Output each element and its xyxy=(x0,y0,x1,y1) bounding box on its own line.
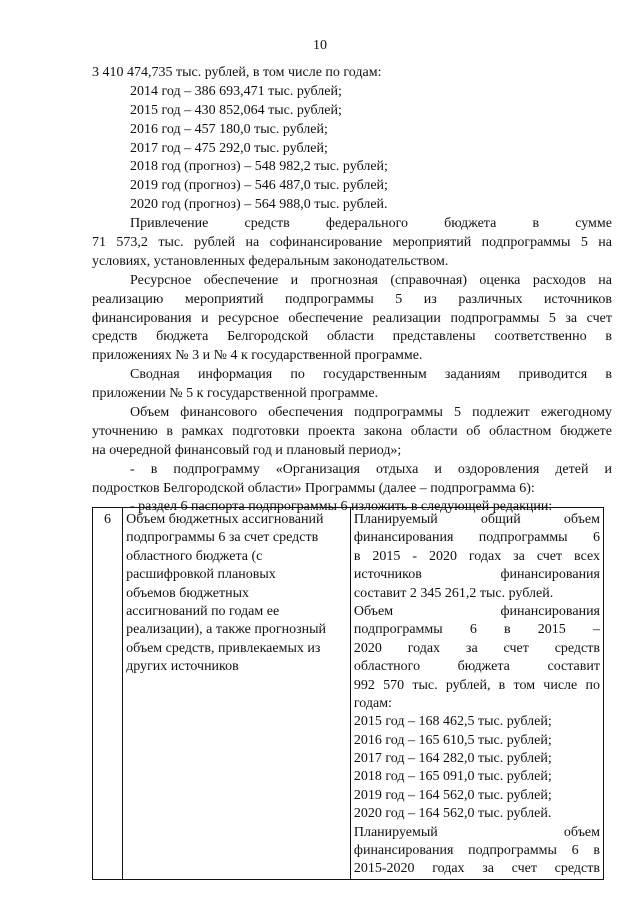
text-line: 2018 год (прогноз) – 548 982,2 тыс. рублей; xyxy=(130,159,388,175)
text-line: - в подпрограмму «Организация отдыха и оздоровления детей и xyxy=(130,461,612,477)
cell-text-line: подпрограммы 6 за счет средств xyxy=(126,530,319,546)
cell-text-line: 2015 год – 168 462,5 тыс. рублей; xyxy=(353,714,552,730)
cell-text-line: областного бюджета (с xyxy=(126,548,263,564)
text-line: подростков Белгородской области» Программы (далее – подпрограмма 6): xyxy=(92,480,535,496)
text-line: приложении № 5 к государственной программе. xyxy=(92,386,379,402)
cell-text-line: 2020 год – 164 562,0 тыс. рублей. xyxy=(353,806,552,822)
cell-text-line: финансирования подпрограммы 6 xyxy=(353,530,600,546)
cell-text-line: реализации), а также прогнозный xyxy=(126,622,327,638)
text-line: реализацию мероприятий подпрограммы 5 из различных источников xyxy=(92,291,612,307)
cell-text-line: других источников xyxy=(126,659,239,675)
cell-text-line: 2015-2020 годах за счет средств xyxy=(353,861,600,877)
text-line: уточнению в рамках подготовки проекта закона области об областном бюджете xyxy=(92,423,612,439)
text-line: Ресурсное обеспечение и прогнозная (справочная) оценка расходов на xyxy=(130,272,612,288)
text-line: 2016 год – 457 180,0 тыс. рублей; xyxy=(130,121,328,137)
table-row xyxy=(93,508,604,880)
cell-text-line: Объем финансирования xyxy=(353,603,600,619)
text-line: Объем финансового обеспечения подпрограммы 5 подлежит ежегодному xyxy=(130,405,612,421)
cell-text-line: 992 570 тыс. рублей, в том числе по xyxy=(353,677,600,693)
cell-text-line: 2016 год – 165 610,5 тыс. рублей; xyxy=(353,732,552,748)
row-number-cell xyxy=(93,508,123,880)
text-line: 2020 год (прогноз) – 564 988,0 тыс. рублей. xyxy=(130,197,388,213)
text-line: на очередной финансовый год и плановый период»; xyxy=(92,442,402,458)
cell-text-line: ассигнований по годам ее xyxy=(126,603,280,619)
cell-text-line: финансирования подпрограммы 6 в xyxy=(353,843,600,859)
cell-text-line: расшифровкой плановых xyxy=(126,567,276,583)
row-content-cell xyxy=(350,508,603,880)
cell-text-line: 2020 годах за счет средств xyxy=(353,640,600,656)
text-line: условиях, установленных федеральным законодательством. xyxy=(92,253,449,269)
text-line: Привлечение средств федерального бюджета в сумме xyxy=(130,216,612,232)
text-line: 2017 год – 475 292,0 тыс. рублей; xyxy=(130,140,328,156)
cell-text-line: подпрограммы 6 в 2015 – xyxy=(353,622,600,638)
text-line: средств бюджета Белгородской области представлены соответственно в xyxy=(92,329,612,345)
cell-text-line: годам: xyxy=(353,695,392,711)
passport-table xyxy=(92,507,604,880)
cell-text-line: объемов бюджетных xyxy=(126,585,249,601)
text-line: 2019 год (прогноз) – 546 487,0 тыс. рублей; xyxy=(130,178,388,194)
text-line: 71 573,2 тыс. рублей на софинансирование мероприятий подпрограммы 5 на xyxy=(92,235,612,251)
cell-text-line: в 2015 - 2020 годах за счет всех xyxy=(353,548,600,564)
cell-text-line: Планируемый объем xyxy=(353,824,600,840)
cell-text-line: составит 2 345 261,2 тыс. рублей. xyxy=(353,585,554,601)
text-line: 2014 год – 386 693,471 тыс. рублей; xyxy=(130,83,342,99)
passport-table-wrapper xyxy=(92,507,604,905)
page-number: 10 xyxy=(313,38,327,53)
row-name-cell xyxy=(123,508,351,880)
text-line: 3 410 474,735 тыс. рублей, в том числе по годам: xyxy=(92,65,382,80)
body-text xyxy=(92,64,612,517)
cell-text-line: областного бюджета составит xyxy=(353,659,600,675)
text-line: финансирования и ресурсное обеспечение реализации подпрограммы 5 за счет xyxy=(92,310,612,326)
cell-text-line: 2017 год – 164 282,0 тыс. рублей; xyxy=(353,751,552,767)
cell-text-line: 2018 год – 165 091,0 тыс. рублей; xyxy=(353,769,552,785)
cell-text-line: объем средств, привлекаемых из xyxy=(126,640,321,656)
text-line: Сводная информация по государственным заданиям приводится в xyxy=(130,367,612,383)
text-line: 2015 год – 430 852,064 тыс. рублей; xyxy=(130,102,342,118)
cell-text-line: 2019 год – 164 562,0 тыс. рублей; xyxy=(353,787,552,803)
text-line: приложениях № 3 и № 4 к государственной программе. xyxy=(92,348,423,364)
row-number: 6 xyxy=(104,512,112,527)
cell-text-line: источников финансирования xyxy=(353,567,600,583)
cell-text-line: Объем бюджетных ассигнований xyxy=(126,512,324,527)
cell-text-line: Планируемый общий объем xyxy=(353,512,600,527)
text-line: - раздел 6 паспорта подпрограммы 6 изложить в следующей редакции: xyxy=(130,499,553,515)
